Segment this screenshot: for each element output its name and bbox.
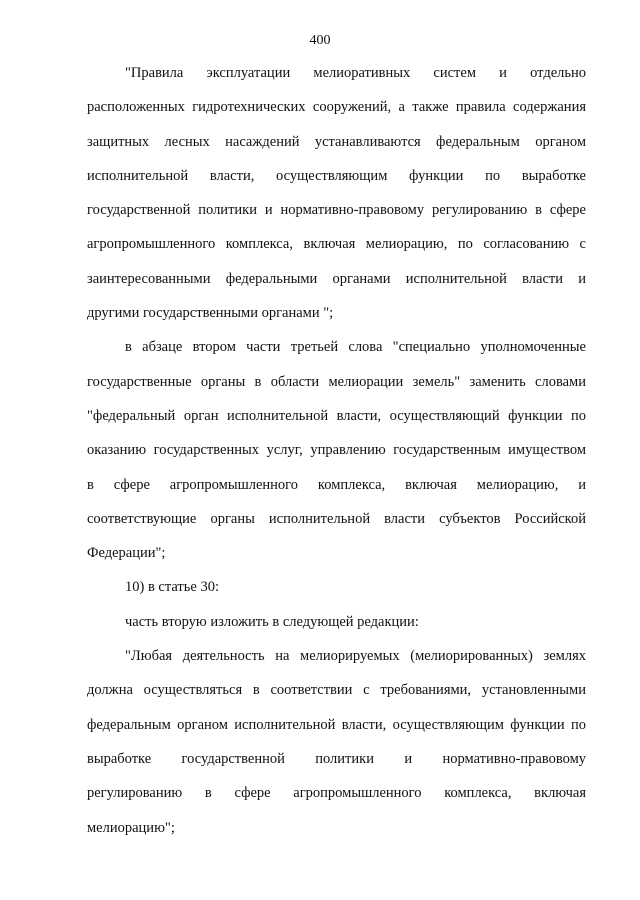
paragraph	[87, 570, 586, 604]
page-number: 400	[309, 33, 331, 48]
paragraph	[87, 330, 586, 570]
text-line: заинтересованными федеральными органами исполнительной власти и	[87, 270, 586, 287]
text-line: "федеральный орган исполнительной власти, осуществляющий функции по	[87, 407, 586, 424]
text-line: государственной политики и нормативно-правовому регулированию в сфере	[87, 202, 586, 219]
paragraph	[87, 56, 586, 330]
text-line: выработке государственной политики и нормативно-правовому	[87, 750, 586, 767]
document-body	[87, 56, 586, 845]
text-line: оказанию государственных услуг, управлению государственным имуществом	[87, 442, 586, 459]
text-line: мелиорацию";	[87, 819, 175, 836]
text-line: другими государственными органами ";	[87, 305, 334, 322]
text-line: государственные органы в области мелиорации земель" заменить словами	[87, 373, 586, 390]
text-line: агропромышленного комплекса, включая мелиорацию, по согласованию с	[87, 236, 586, 253]
paragraph	[87, 605, 586, 639]
text-line: "Любая деятельность на мелиорируемых (мелиорированных) землях	[125, 648, 586, 665]
text-line: часть вторую изложить в следующей редакции:	[125, 613, 419, 630]
text-line: соответствующие органы исполнительной власти субъектов Российской	[87, 510, 586, 527]
text-line: Федерации";	[87, 545, 166, 562]
text-line: в абзаце втором части третьей слова "специально уполномоченные	[125, 339, 586, 356]
text-line: "Правила эксплуатации мелиоративных систем и отдельно	[125, 65, 586, 81]
text-line: защитных лесных насаждений устанавливаются федеральным органом	[87, 133, 586, 150]
paragraph	[87, 639, 586, 845]
text-line: 10) в статье 30:	[125, 579, 219, 596]
text-line: расположенных гидротехнических сооружений, а также правила содержания	[87, 99, 586, 116]
text-line: в сфере агропромышленного комплекса, включая мелиорацию, и	[87, 476, 586, 493]
text-line: регулированию в сфере агропромышленного комплекса, включая	[87, 785, 586, 802]
text-line: исполнительной власти, осуществляющим функции по выработке	[87, 167, 586, 184]
text-line: федеральным органом исполнительной власти, осуществляющим функции по	[87, 716, 586, 733]
text-line: должна осуществляться в соответствии с требованиями, установленными	[87, 682, 586, 699]
